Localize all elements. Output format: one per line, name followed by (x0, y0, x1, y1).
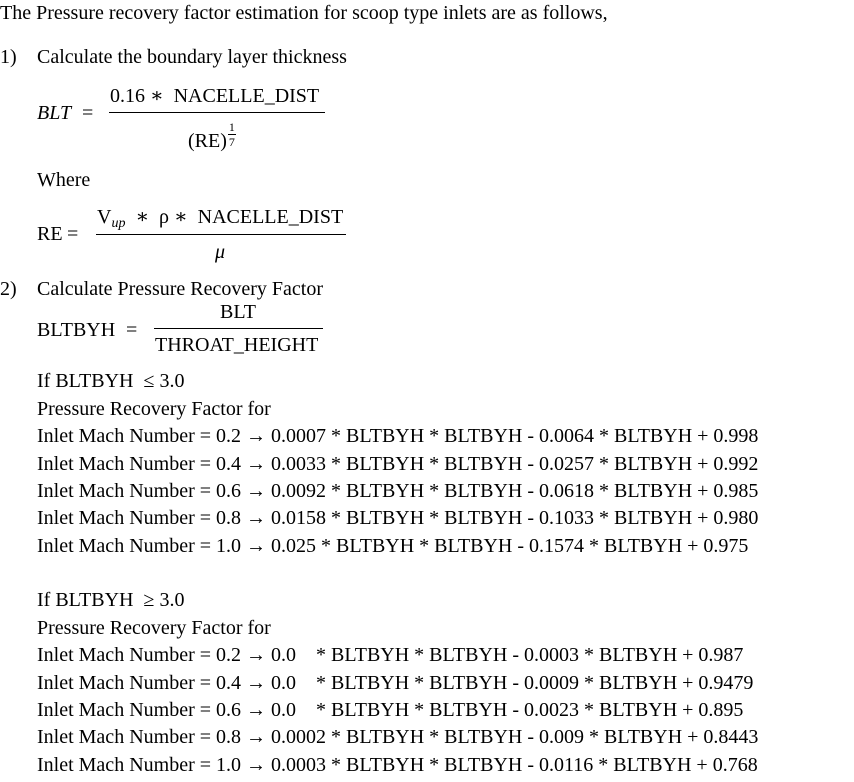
blt-denominator-base: (RE) (188, 130, 227, 152)
step1-number: 1) (0, 46, 17, 68)
where-label: Where (37, 169, 91, 191)
case-high-line: Inlet Mach Number = 0.4 → 0.0 * BLTBYH * BLTBYH - 0.0009 * BLTBYH + 0.9479 (37, 672, 754, 694)
re-numerator-rest: ∗ ρ ∗ NACELLE_DIST (125, 206, 344, 228)
bltbyh-equals: = (126, 319, 138, 341)
re-fraction-bar (96, 234, 346, 235)
case-high-line: Inlet Mach Number = 1.0 → 0.0003 * BLTBYH * BLTBYH - 0.0116 * BLTBYH + 0.768 (37, 754, 758, 776)
case-high-condition: If BLTBYH ≥ 3.0 (37, 589, 185, 611)
case-high-line: Inlet Mach Number = 0.6 → 0.0 * BLTBYH * BLTBYH - 0.0023 * BLTBYH + 0.895 (37, 699, 744, 721)
case-low-condition: If BLTBYH ≤ 3.0 (37, 370, 185, 392)
re-velocity-subscript: up (111, 216, 126, 231)
bltbyh-numerator: BLT (220, 301, 256, 323)
case-low-line: Inlet Mach Number = 0.4 → 0.0033 * BLTBYH * BLTBYH - 0.0257 * BLTBYH + 0.992 (37, 453, 759, 475)
blt-lhs: BLT (37, 102, 72, 124)
blt-numerator: 0.16 ∗ NACELLE_DIST (110, 85, 320, 107)
case-high-line: Inlet Mach Number = 0.8 → 0.0002 * BLTBYH * BLTBYH - 0.009 * BLTBYH + 0.8443 (37, 726, 759, 748)
bltbyh-denominator: THROAT_HEIGHT (155, 334, 319, 356)
blt-fraction-bar (109, 112, 325, 113)
case-low-line: Inlet Mach Number = 1.0 → 0.025 * BLTBYH * BLTBYH - 0.1574 * BLTBYH + 0.975 (37, 535, 749, 557)
blt-denominator (188, 120, 236, 158)
blt-exponent (228, 121, 236, 148)
case-low-line: Inlet Mach Number = 0.8 → 0.0158 * BLTBYH * BLTBYH - 0.1033 * BLTBYH + 0.980 (37, 507, 759, 529)
blt-exponent-den: 7 (228, 135, 235, 149)
case-high-line: Inlet Mach Number = 0.2 → 0.0 * BLTBYH * BLTBYH - 0.0003 * BLTBYH + 0.987 (37, 644, 744, 666)
step1-heading: Calculate the boundary layer thickness (37, 46, 347, 68)
bltbyh-lhs: BLTBYH (37, 319, 116, 341)
bltbyh-fraction-bar (154, 328, 323, 329)
intro-text: The Pressure recovery factor estimation for scoop type inlets are as follows, (0, 2, 608, 24)
re-numerator (97, 206, 344, 231)
blt-equals: = (82, 102, 94, 124)
re-velocity: V (97, 206, 112, 228)
step2-number: 2) (0, 278, 17, 300)
re-equals: = (67, 223, 79, 245)
case-low-heading: Pressure Recovery Factor for (37, 398, 271, 420)
blt-exponent-num: 1 (228, 120, 235, 134)
case-high-heading: Pressure Recovery Factor for (37, 617, 271, 639)
re-lhs: RE (37, 223, 63, 245)
re-denominator: μ (215, 241, 226, 263)
step2-heading: Calculate Pressure Recovery Factor (37, 278, 324, 300)
case-low-line: Inlet Mach Number = 0.6 → 0.0092 * BLTBYH * BLTBYH - 0.0618 * BLTBYH + 0.985 (37, 480, 759, 502)
case-low-line: Inlet Mach Number = 0.2 → 0.0007 * BLTBYH * BLTBYH - 0.0064 * BLTBYH + 0.998 (37, 425, 759, 447)
